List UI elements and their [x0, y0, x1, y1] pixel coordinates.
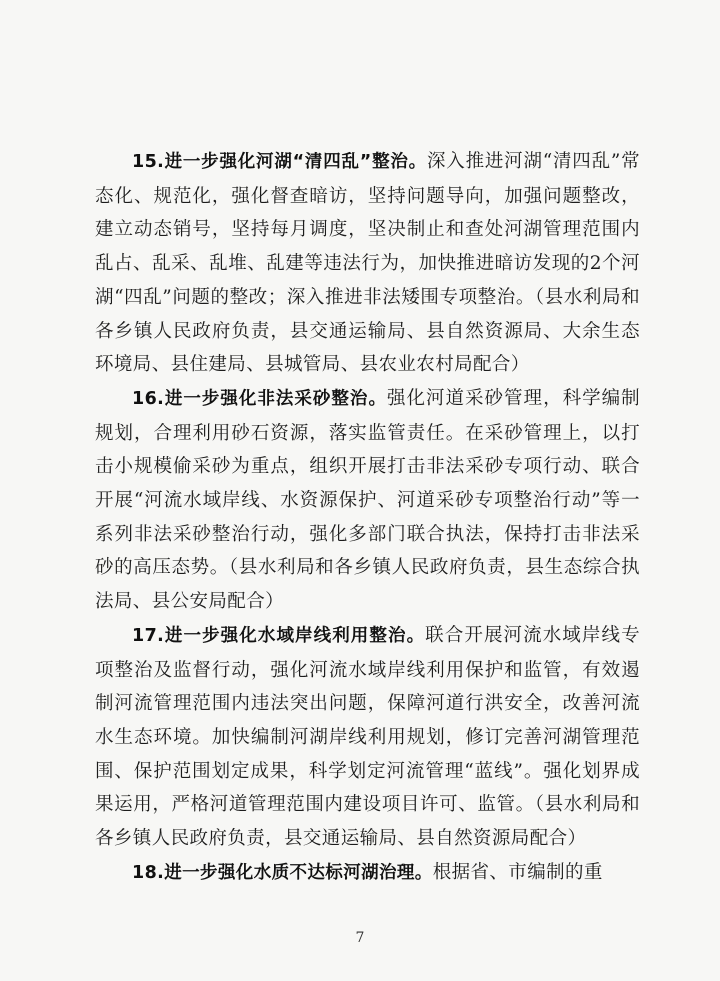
paragraph-15 [95, 145, 640, 382]
paragraph-heading: 15.进一步强化河湖“清四乱”整治。 [132, 152, 427, 172]
paragraph-heading: 16.进一步强化非法采砂整治。 [132, 388, 387, 409]
paragraph-text: 强化河道采砂管理，科学编制规划，合理利用砂石资源，落实监管责任。在采砂管理上，以打击小规模偷采砂为重点，组织开展打击非法采砂专项行动、联合开展“河流水域岸线、水资源保护、河道采砂专项整治行动”等一系列非法采砂整治行动，强化多部门联合执法，保持打击非法采砂的高压态势。（县水利局和各乡镇人民政府负责，县生态综合执法局、县公安局配合） [95, 387, 641, 613]
paragraph-text: 根据省、市编制的重 [432, 861, 603, 883]
paragraph-16 [95, 382, 640, 619]
paragraph-17 [95, 619, 640, 856]
page-number: 7 [355, 930, 365, 946]
paragraph-heading: 18.进一步强化水质不达标河湖治理。 [132, 862, 433, 883]
paragraph-heading: 17.进一步强化水域岸线利用整治。 [132, 625, 426, 646]
paragraph-text: 深入推进河湖“清四乱”常态化、规范化，强化督查暗访，坚持问题导向，加强问题整改，建立动态销号，坚持每月调度，坚决制止和查处河湖管理范围内乱占、乱采、乱堆、乱建等违法行为，加快推进暗访发现的2个河湖“四乱”问题的整改；深入推进非法矮围专项整治。（县水利局和各乡镇人民政府负责，县交通运输局、县自然资源局、大余生态环境局、县住建局、县城管局、县农业农村局配合） [95, 151, 641, 376]
paragraph-text: 联合开展河流水域岸线专项整治及监督行动，强化河流水域岸线利用保护和监管，有效遏制河流管理范围内违法突出问题，保障河道行洪安全，改善河流水生态环境。加快编制河湖岸线利用规划，修订完善河湖管理范围、保护范围划定成果，科学划定河流管理“蓝线”。强化划界成果运用，严格河道管理范围内建设项目许可、监管。（县水利局和各乡镇人民政府负责，县交通运输局、县自然资源局配合） [95, 624, 640, 850]
document-body [95, 145, 640, 890]
paragraph-18 [95, 856, 640, 891]
